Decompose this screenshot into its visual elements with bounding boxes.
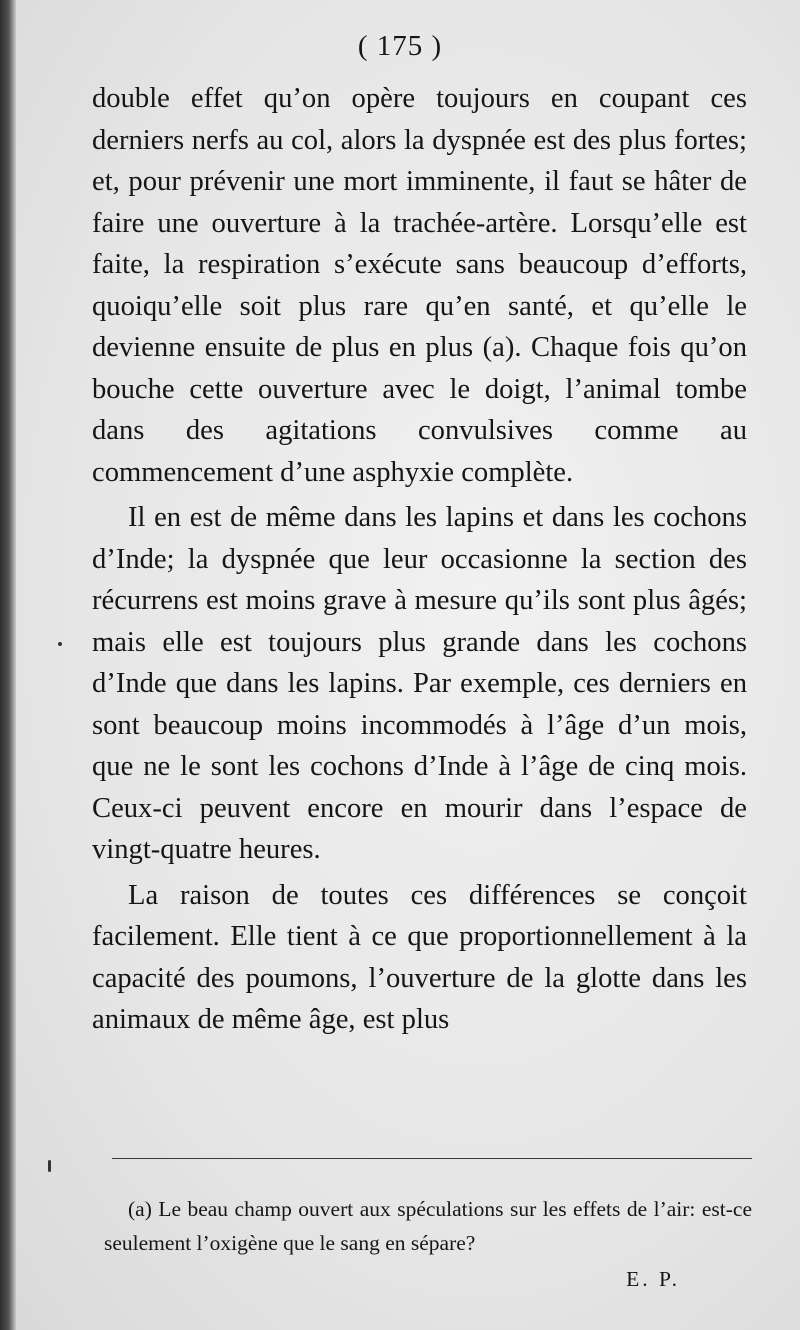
paragraph-3: La raison de toutes ces différences se conçoit facilement. Elle tient à ce que proportionnellement à la capacité des poumons, l’ouverture de la glotte dans les animaux de même âge, est plus xyxy=(92,879,747,1035)
ink-speck xyxy=(48,1160,51,1172)
footnote xyxy=(104,1192,752,1296)
paragraph-1: double effet qu’on opère toujours en coupant ces derniers nerfs au col, alors la dyspnée est des plus fortes; et, pour prévenir une mort imminente, il faut se hâter de faire une ouverture à la trachée-artère. Lorsqu’elle est faite, la respiration s’exécute sans beaucoup d’efforts, quoiqu’elle soit plus rare qu’en santé, et qu’elle le devienne ensuite de plus en plus (a). Chaque fois qu’on bouche cette ouverture avec le doigt, l’animal tombe dans des agitations convulsives comme au commencement d’une asphyxie complète. xyxy=(92,83,747,488)
footnote-signature: E. P. xyxy=(626,1267,680,1291)
footnote-text: (a) Le beau champ ouvert aux spéculations sur les effets de l’air: est-ce seulement l’oxigène que le sang en sépare? xyxy=(104,1197,752,1255)
ink-speck xyxy=(58,642,62,646)
paragraph-2: Il en est de même dans les lapins et dans les cochons d’Inde; la dyspnée que leur occasionne la section des récurrens est moins grave à mesure qu’ils sont plus âgés; mais elle est toujours plus grande dans les cochons d’Inde que dans les lapins. Par exemple, ces derniers en sont beaucoup moins incommodés à l’âge d’un mois, que ne le sont les cochons d’Inde à l’âge de cinq mois. Ceux-ci peuvent encore en mourir dans l’espace de vingt-quatre heures. xyxy=(92,502,747,865)
page-binding-edge xyxy=(0,0,16,1330)
page-number: ( 175 ) xyxy=(357,30,443,62)
footnote-separator xyxy=(112,1158,752,1159)
body-text xyxy=(92,78,747,1041)
